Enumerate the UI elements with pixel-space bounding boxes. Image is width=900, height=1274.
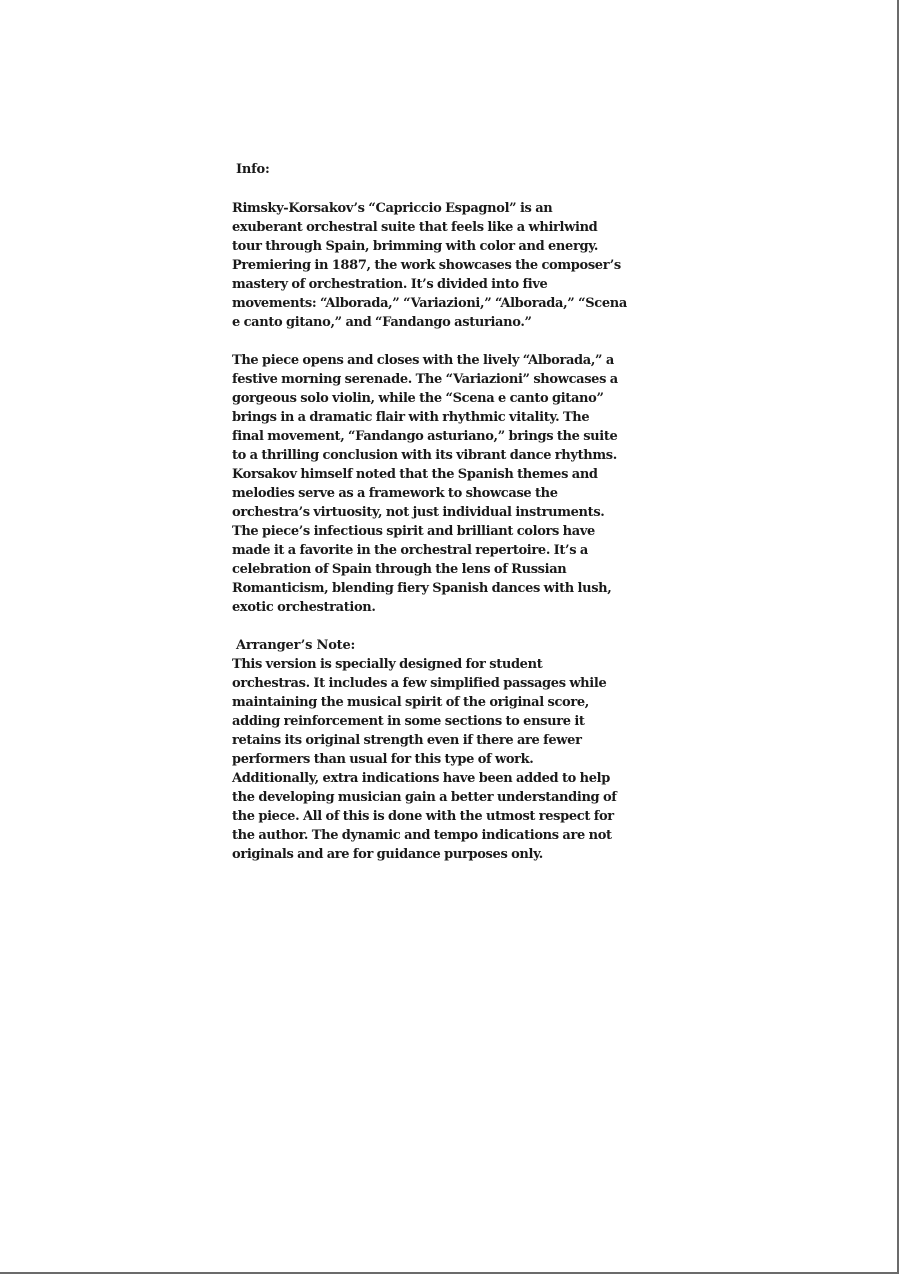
text-line: gorgeous solo violin, while the “Scena e canto gitano”: [232, 391, 604, 406]
arranger-note-heading: Arranger’s Note:: [236, 638, 356, 653]
info-heading: Info:: [236, 162, 270, 177]
text-line: exotic orchestration.: [232, 600, 376, 615]
text-line: the author. The dynamic and tempo indications are not: [232, 828, 612, 843]
document-body: [232, 160, 672, 883]
text-line: to a thrilling conclusion with its vibrant dance rhythms.: [232, 448, 617, 463]
text-line: final movement, “Fandango asturiano,” brings the suite: [232, 429, 618, 444]
text-line: originals and are for guidance purposes only.: [232, 847, 543, 862]
text-line: movements: “Alborada,” “Variazioni,” “Alborada,” “Scena: [232, 296, 627, 311]
text-line: tour through Spain, brimming with color and energy.: [232, 239, 599, 254]
intro-paragraph: [232, 199, 672, 332]
text-line: performers than usual for this type of work.: [232, 752, 534, 767]
text-line: exuberant orchestral suite that feels like a whirlwind: [232, 220, 598, 235]
text-line: the piece. All of this is done with the utmost respect for: [232, 809, 614, 824]
text-line: the developing musician gain a better understanding of: [232, 790, 617, 805]
text-line: Additionally, extra indications have been added to help: [232, 771, 610, 786]
text-line: Premiering in 1887, the work showcases the composer’s: [232, 258, 621, 273]
text-line: adding reinforcement in some sections to ensure it: [232, 714, 585, 729]
text-line: brings in a dramatic flair with rhythmic vitality. The: [232, 410, 590, 425]
text-line: melodies serve as a framework to showcase the: [232, 486, 558, 501]
text-line: Romanticism, blending fiery Spanish dances with lush,: [232, 581, 612, 596]
text-line: Rimsky-Korsakov’s “Capriccio Espagnol” is an: [232, 201, 553, 216]
description-paragraph: [232, 351, 672, 617]
text-line: The piece opens and closes with the lively “Alborada,” a: [232, 353, 614, 368]
text-line: This version is specially designed for student: [232, 657, 543, 672]
text-line: The piece’s infectious spirit and brilliant colors have: [232, 524, 595, 539]
text-line: retains its original strength even if there are fewer: [232, 733, 582, 748]
text-line: Korsakov himself noted that the Spanish themes and: [232, 467, 598, 482]
text-line: maintaining the musical spirit of the original score,: [232, 695, 589, 710]
text-line: orchestras. It includes a few simplified passages while: [232, 676, 607, 691]
text-line: e canto gitano,” and “Fandango asturiano.”: [232, 315, 532, 330]
text-line: festive morning serenade. The “Variazioni” showcases a: [232, 372, 618, 387]
arranger-note-paragraph: [232, 655, 672, 864]
text-line: orchestra’s virtuosity, not just individual instruments.: [232, 505, 605, 520]
text-line: made it a favorite in the orchestral repertoire. It’s a: [232, 543, 588, 558]
text-line: celebration of Spain through the lens of Russian: [232, 562, 567, 577]
text-line: mastery of orchestration. It’s divided into five: [232, 277, 548, 292]
